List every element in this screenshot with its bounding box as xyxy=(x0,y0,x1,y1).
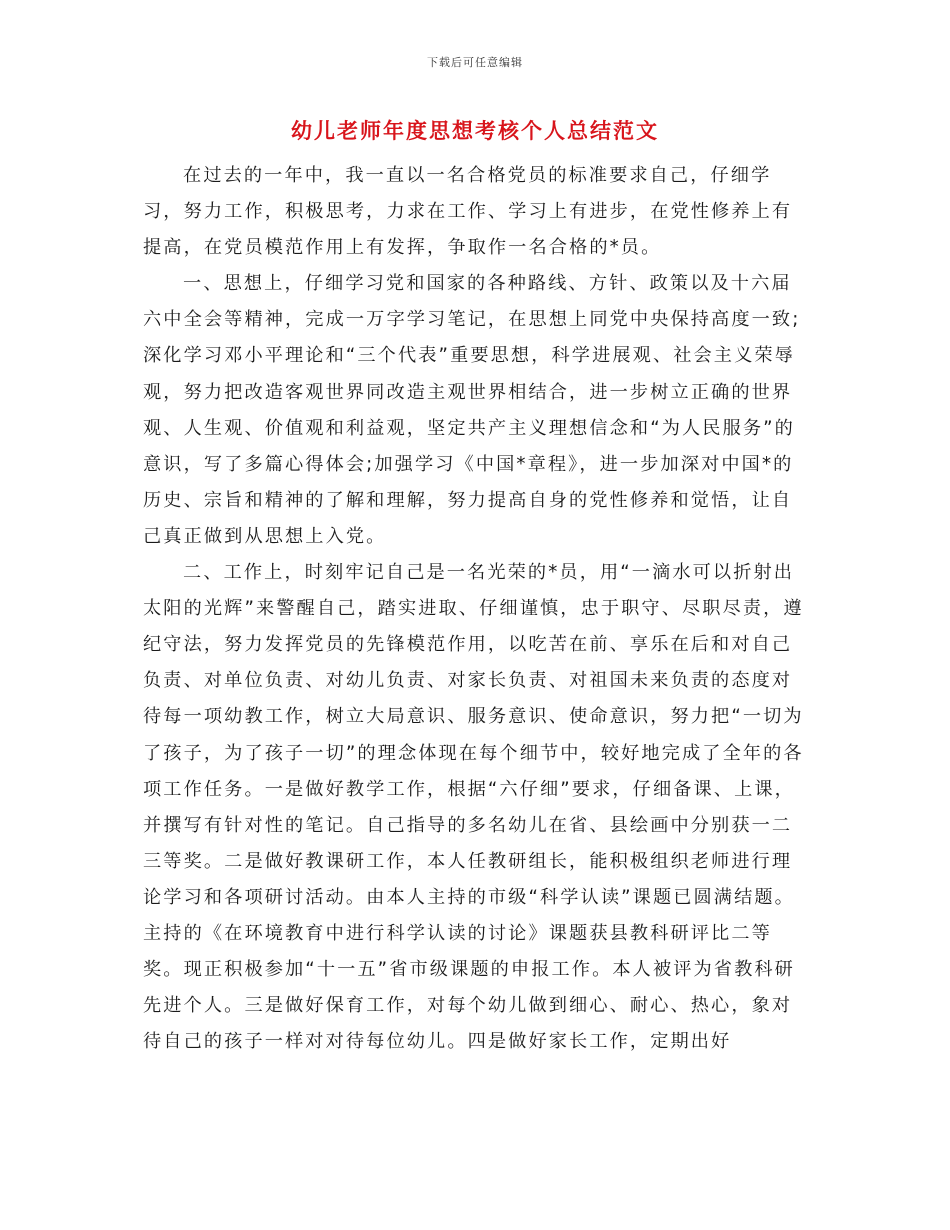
document-title: 幼儿老师年度思想考核个人总结范文 xyxy=(291,119,659,143)
paragraph-intro: 在过去的一年中，我一直以一名合格党员的标准要求自己，仔细学习，努力工作，积极思考，力求在工作、学习上有进步，在党性修养上有提高，在党员模范作用上有发挥，争取作一名合格的*员。 xyxy=(143,165,793,259)
header-note: 下载后可任意编辑 xyxy=(427,56,523,69)
document-body xyxy=(143,158,808,1060)
paragraph-thought: 一、思想上，仔细学习党和国家的各种路线、方针、政策以及十六届六中全会等精神，完成一万字学习笔记，在思想上同党中央保持高度一致;深化学习邓小平理论和“三个代表”重要思想，科学进展观、社会主义荣辱观，努力把改造客观世界同改造主观世界相结合，进一步树立正确的世界观、人生观、价值观和利益观，坚定共产主义理想信念和“为人民服务”的意识，写了多篇心得体会;加强学习《中国*章程》，进一步加深对中国*的历史、宗旨和精神的了解和理解，努力提高自身的党性修养和觉悟，让自己真正做到从思想上入党。 xyxy=(143,273,801,547)
paragraph-work: 二、工作上，时刻牢记自己是一名光荣的*员，用“一滴水可以折射出太阳的光辉”来警醒自己，踏实进取、仔细谨慎，忠于职守、尽职尽责，遵纪守法，努力发挥党员的先锋模范作用，以吃苦在前、享乐在后和对自己负责、对单位负责、对幼儿负责、对家长负责、对祖国未来负责的态度对待每一项幼教工作，树立大局意识、服务意识、使命意识，努力把“一切为了孩子，为了孩子一切”的理念体现在每个细节中，较好地完成了全年的各项工作任务。一是做好教学工作，根据“六仔细”要求，仔细备课、上课，并撰写有针对性的笔记。自己指导的多名幼儿在省、县绘画中分别获一二三等奖。二是做好教课研工作，本人任教研组长，能积极组织老师进行理论学习和各项研讨活动。由本人主持的市级“科学认读”课题已圆满结题。主持的《在环境教育中进行科学认读的讨论》课题获县教科研评比二等奖。现正积极参加“十一五”省市级课题的申报工作。本人被评为省教科研先进个人。三是做好保育工作，对每个幼儿做到细心、耐心、热心，象对待自己的孩子一样对对待每位幼儿。四是做好家长工作，定期出好 xyxy=(143,562,804,1053)
